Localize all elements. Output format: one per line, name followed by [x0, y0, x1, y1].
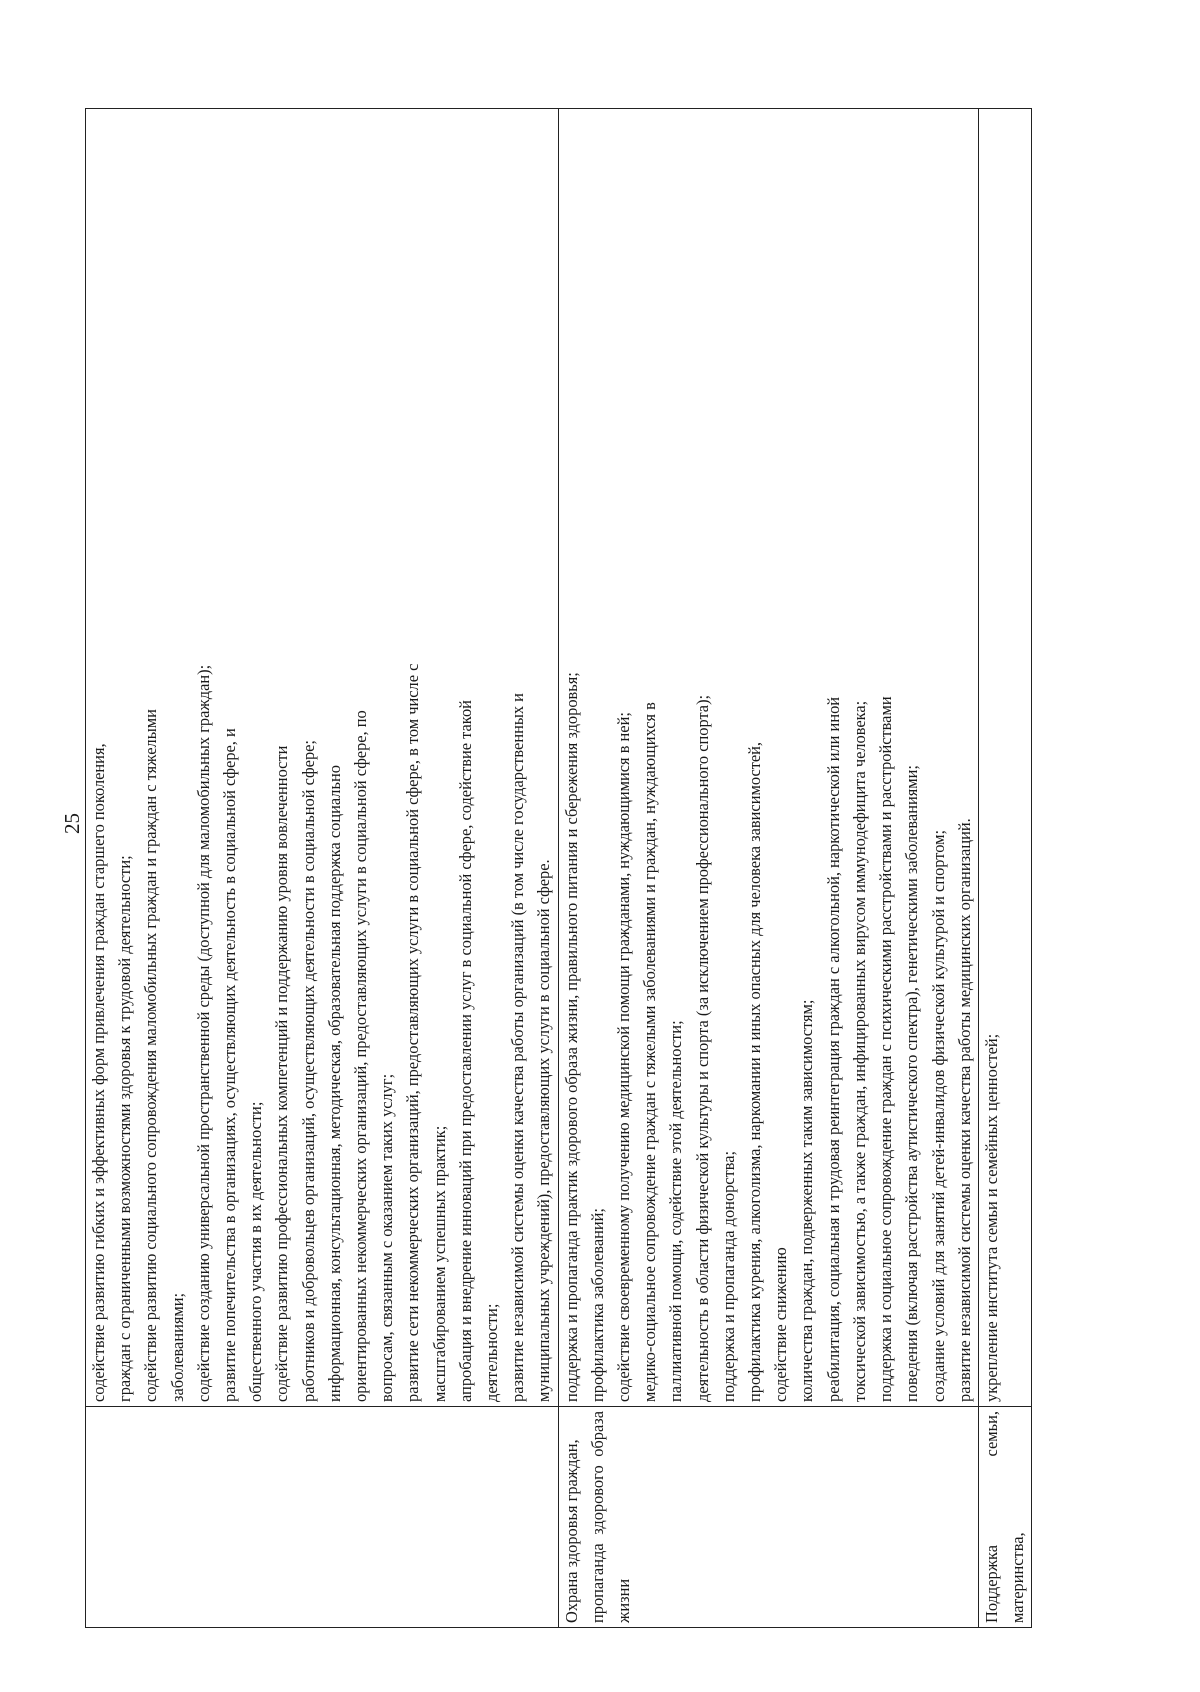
category-cell — [978, 1407, 1031, 1628]
content-line: апробация и внедрение инноваций при предоставлении услуг в социальной сфере, содействие такой — [455, 700, 475, 1402]
content-line: общественного участия в их деятельности; — [246, 1101, 266, 1402]
content-line: развитие попечительства в организациях, осуществляющих деятельность в социальной сфере, и — [220, 728, 240, 1402]
content-cell — [86, 109, 559, 1407]
content-line: развитие независимой системы оценки качества работы медицинских организаций. — [954, 818, 974, 1402]
content-line: деятельность в области физической культуры и спорта (за исключением профессионального спорта); — [692, 694, 712, 1402]
content-line: содействие своевременному получению медицинской помощи гражданами, нуждающимися в ней; — [614, 712, 634, 1402]
content-line: развитие сети некоммерческих организаций, предоставляющих услуги в социальной сфере, в том числе с — [403, 663, 423, 1402]
content-line: информационная, консультационная, методическая, образовательная поддержка социально — [324, 765, 344, 1402]
content-line: заболеваниями; — [167, 1292, 187, 1402]
content-line: профилактика курения, алкоголизма, наркомании и иных опасных для человека зависимостей, — [745, 741, 765, 1402]
content-line: реабилитация, социальная и трудовая реинтеграция граждан с алкогольной, наркотической или иной — [823, 696, 843, 1402]
content-line: содействие развитию социального сопровождения маломобильных граждан и граждан с тяжелыми — [141, 709, 161, 1402]
content-line: паллиативной помощи, содействие этой деятельности; — [666, 1020, 686, 1402]
table-body — [86, 109, 1032, 1628]
content-line: поддержка и пропаганда донорства; — [718, 1150, 738, 1402]
content-line: содействие развитию профессиональных компетенций и поддержанию уровня вовлеченности — [272, 745, 292, 1402]
content-line: масштабированием успешных практик; — [429, 1125, 449, 1402]
document-table — [85, 108, 1032, 1628]
rotated-page-content — [85, 108, 1115, 1628]
content-line: укрепление института семьи и семейных ценностей; — [981, 1033, 1001, 1402]
content-line: поддержка и пропаганда практик здорового образа жизни, правильного питания и сбережения здоровья; — [561, 672, 581, 1402]
category-line: Охрана здоровья граждан, — [561, 1439, 581, 1623]
table-row — [558, 109, 978, 1628]
table-row — [978, 109, 1031, 1628]
content-cell — [978, 109, 1031, 1407]
category-line: Поддержка семьи, материнства, — [981, 1411, 1028, 1623]
content-line: медико-социальное сопровождение граждан с тяжелыми заболеваниями и граждан, нуждающихся в — [640, 702, 660, 1402]
content-line: поддержка и социальное сопровождение граждан с психическими расстройствами и расстройствами — [876, 696, 896, 1402]
content-line: создание условий для занятий детей-инвалидов физической культурой и спортом; — [928, 829, 948, 1402]
content-line: развитие независимой системы оценки качества работы организаций (в том числе государственных и — [508, 693, 528, 1402]
content-line: муниципальных учреждений), предоставляющих услуги в социальной сфере. — [534, 859, 554, 1402]
content-line: профилактика заболеваний; — [587, 1208, 607, 1402]
content-line: граждан с ограниченными возможностями здоровья к трудовой деятельности; — [115, 855, 135, 1402]
content-line: деятельности; — [482, 1303, 502, 1402]
category-line: пропаганда здорового образа жизни — [587, 1411, 634, 1623]
content-line: вопросам, связанным с оказанием таких услуг; — [377, 1073, 397, 1402]
content-line: токсической зависимостью, а также граждан, инфицированных вирусом иммунодефицита человека; — [849, 700, 869, 1402]
content-cell — [558, 109, 978, 1407]
category-cell — [86, 1407, 559, 1628]
content-line: поведения (включая расстройства аутистического спектра), генетическими заболеваниями; — [902, 765, 922, 1402]
content-line: содействие созданию универсальной пространственной среды (доступной для маломобильных граждан); — [193, 664, 213, 1402]
content-line: содействие развитию гибких и эффективных форм привлечения граждан старшего поколения, — [89, 743, 108, 1402]
category-cell — [558, 1407, 978, 1628]
content-line: количества граждан, подверженных таким зависимостям; — [797, 999, 817, 1402]
content-line: ориентированных некоммерческих организаций, предоставляющих услуги в социальной сфере, по — [351, 710, 371, 1402]
page-number: 25 — [60, 813, 84, 834]
content-line: содействие снижению — [771, 1247, 791, 1402]
table-row — [86, 109, 559, 1628]
content-line: работников и добровольцев организаций, осуществляющих деятельности в социальной сфере; — [298, 740, 318, 1402]
